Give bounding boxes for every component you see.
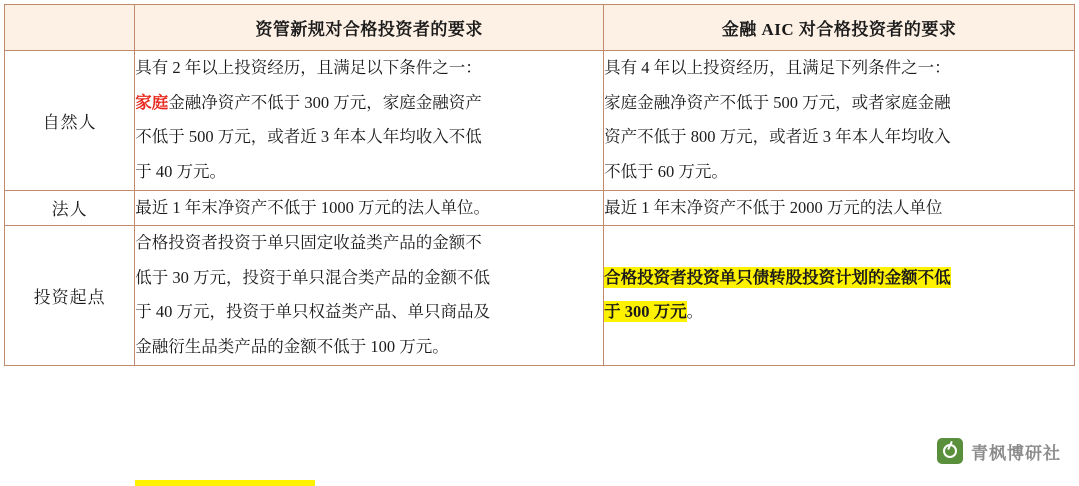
yellow-highlight-text: 于 300 万元 — [604, 302, 687, 322]
table-body — [5, 51, 1075, 366]
text-line: 金融衍生品类产品的金额不低于 100 万元。 — [135, 337, 449, 357]
text-line: 于 40 万元。 — [135, 161, 226, 181]
watermark-text: 青枫博研社 — [971, 443, 1061, 463]
cell-natural-person-col-b — [604, 51, 1075, 191]
leaf-logo-icon — [937, 438, 963, 464]
text-line: 最近 1 年末净资产不低于 2000 万元的法人单位 — [604, 197, 943, 217]
table-row — [5, 226, 1075, 366]
header-cell-col-b: 金融 AIC 对合格投资者的要求 — [604, 5, 1075, 51]
cell-investment-threshold-col-a — [135, 226, 604, 366]
text-line-tail: 。 — [686, 302, 704, 322]
table-row — [5, 51, 1075, 191]
text-line-with-red — [135, 86, 603, 121]
row-label-investment-threshold: 投资起点 — [5, 226, 135, 366]
text-line: 于 40 万元，投资于单只权益类产品、单只商品及 — [135, 302, 490, 322]
row-label-legal-person: 法人 — [5, 190, 135, 226]
table-header — [5, 5, 1075, 51]
cell-legal-person-col-b — [604, 190, 1075, 226]
yellow-highlight-text: 合格投资者投资单只债转股投资计划的金额不低 — [604, 267, 951, 287]
table-header-row — [5, 5, 1075, 51]
text-line-highlighted — [604, 261, 1074, 296]
cell-natural-person-col-a — [135, 51, 604, 191]
red-highlight-text: 家庭 — [135, 92, 169, 112]
cell-legal-person-col-a — [135, 190, 604, 226]
text-line: 合格投资者投资于单只固定收益类产品的金额不 — [135, 233, 482, 253]
text-line: 不低于 500 万元，或者近 3 年本人年均收入不低 — [135, 127, 482, 147]
text-line-rest: 金融净资产不低于 300 万元，家庭金融资产 — [168, 92, 482, 112]
text-line: 具有 2 年以上投资经历，且满足以下条件之一： — [135, 58, 482, 77]
text-line-highlighted — [604, 295, 1074, 330]
text-line: 家庭金融净资产不低于 500 万元，或者家庭金融 — [604, 92, 951, 112]
text-line: 最近 1 年末净资产不低于 1000 万元的法人单位。 — [135, 197, 490, 217]
text-line: 低于 30 万元，投资于单只混合类产品的金额不低 — [135, 267, 490, 287]
comparison-table — [4, 4, 1075, 366]
text-line: 资产不低于 800 万元，或者近 3 年本人年均收入 — [604, 127, 951, 147]
text-line: 不低于 60 万元。 — [604, 161, 728, 181]
cell-investment-threshold-col-b — [604, 226, 1075, 366]
bottom-highlight-strip — [135, 480, 315, 486]
row-label-natural-person: 自然人 — [5, 51, 135, 191]
text-line: 具有 4 年以上投资经历，且满足下列条件之一： — [604, 58, 951, 77]
header-cell-col-a: 资管新规对合格投资者的要求 — [135, 5, 604, 51]
watermark — [937, 438, 1061, 464]
document-page — [0, 4, 1079, 486]
table-row — [5, 190, 1075, 226]
header-cell-blank — [5, 5, 135, 51]
